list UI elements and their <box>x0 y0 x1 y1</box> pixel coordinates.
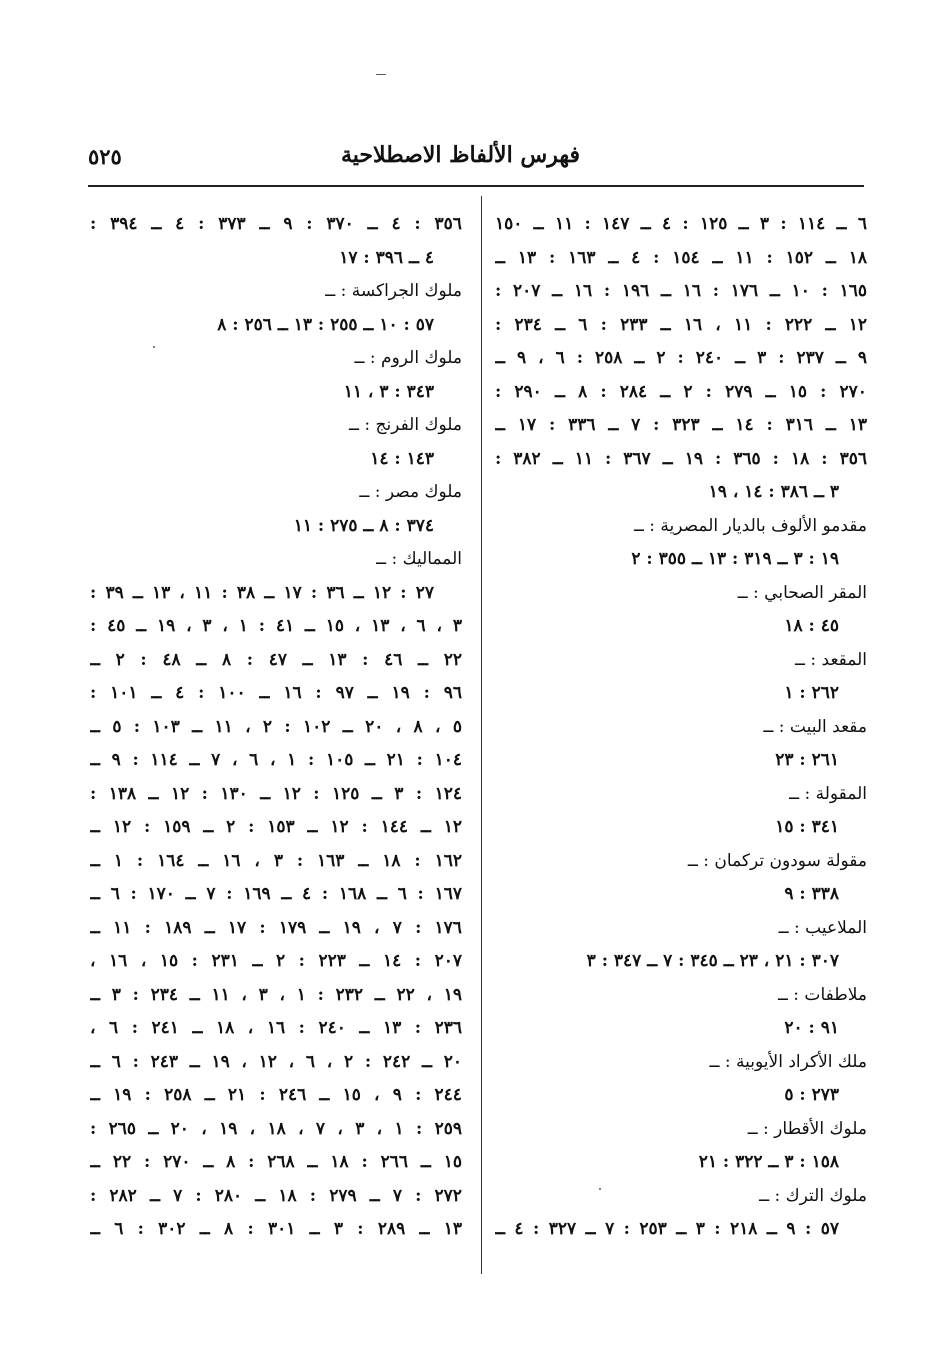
index-term: ملوك الجراكسة : ــ <box>325 281 462 301</box>
page-references: ١٦٥ : ١٠ ــ ١٧٦ : ١٦ ــ ١٩٦ : ١٦ ــ ٢٠٧ : <box>495 281 867 301</box>
page-references: ١٩ : ٣ ــ ٣١٩ : ١٣ ــ ٣٥٥ : ٢ <box>631 549 839 569</box>
print-speck <box>599 1188 601 1190</box>
page-references: ٣ ــ ٣٨٦ : ١٤ ، ١٩ <box>708 482 839 502</box>
page-references: ١٢٤ : ٣ ــ ١٢٥ : ١٢ ــ ١٣٠ : ١٢ ــ ١٣٨ : <box>90 783 462 804</box>
index-term: مقعد البيت : ــ <box>763 716 867 737</box>
page-references: ٦ ــ ١١٤ : ٣ ــ ١٢٥ : ٤ ــ ١٤٧ : ١١ ــ ١٥٠ <box>495 214 867 234</box>
print-speck <box>376 74 386 75</box>
page-references: ٢٣٦ : ١٣ ــ ٢٤٠ : ١٦ ، ١٨ ــ ٢٤١ : ٦ ، <box>90 1018 462 1038</box>
page-references: ١٤٣ : ١٤ <box>370 448 434 469</box>
page-references: ٢٠ ــ ٢٤٢ : ٢ ، ٦ ، ١٢ ، ١٩ ــ ٢٤٣ : ٦ ــ <box>90 1051 462 1072</box>
page-references: ٥٧ : ١٠ ــ ٢٥٥ : ١٣ ــ ٢٥٦ : ٨ <box>217 314 434 335</box>
page-title: فهرس الألفاظ الاصطلاحية <box>340 142 580 168</box>
index-term: ملاطفات : ــ <box>777 984 867 1005</box>
page-references: ٤ ــ ٣٩٦ : ١٧ <box>339 247 434 268</box>
page-number: ٥٢٥ <box>88 144 122 169</box>
page-references: ١٢ ــ ٢٢٢ : ١١ ، ١٦ ــ ٢٣٣ : ٦ ــ ٢٣٤ : <box>495 314 867 335</box>
index-term: ملوك الأقطار : ــ <box>747 1118 867 1139</box>
page-references: ٢٧٣ : ٥ <box>784 1085 839 1105</box>
header-rule <box>88 185 864 187</box>
page-references: ١٨ ــ ١٥٢ : ١١ ــ ١٥٤ : ٤ ــ ١٦٣ : ١٣ ــ <box>495 247 867 268</box>
page-references: ١٧٦ : ٧ ، ١٩ ــ ١٧٩ : ١٧ ــ ١٨٩ : ١١ ــ <box>90 917 462 938</box>
page-references: ٢٤٤ : ٩ ، ١٥ ــ ٢٤٦ : ٢١ ــ ٢٥٨ : ١٩ ــ <box>90 1085 462 1105</box>
index-term: المقولة : ــ <box>789 783 867 804</box>
page-references: ٢٧٠ : ١٥ ــ ٢٧٩ : ٢ ــ ٢٨٤ : ٨ ــ ٢٩٠ : <box>495 381 867 402</box>
page-references: ١٥ ــ ٢٦٦ : ١٨ ــ ٢٦٨ : ٨ ــ ٢٧٠ : ٢٢ ــ <box>90 1152 462 1172</box>
page-references: ٣٤٣ : ٣ ، ١١ <box>343 381 434 402</box>
page-references: ٣٣٨ : ٩ <box>784 884 839 904</box>
index-term: ملوك الفرنج : ــ <box>348 415 462 435</box>
index-term: الملاعيب : ــ <box>778 917 867 938</box>
page-references: ٥ ، ٨ ، ٢٠ ــ ١٠٢ : ٢ ، ١١ ــ ١٠٣ : ٥ ــ <box>90 716 462 737</box>
page-references: ٢٧ : ١٢ ــ ٣٦ : ١٧ ــ ٣٨ : ١١ ، ١٣ ــ ٣٩ : <box>90 582 434 603</box>
page-references: ١٩ ، ٢٢ ــ ٢٣٢ : ١ ، ٣ ، ١١ ــ ٢٣٤ : ٣ ــ <box>90 984 462 1005</box>
page-references: ١٣ ــ ٣١٦ : ١٤ ــ ٣٢٣ : ٧ ــ ٣٣٦ : ١٧ ــ <box>495 415 867 435</box>
index-term: ملك الأكراد الأيوبية : ــ <box>709 1051 867 1072</box>
index-term: ملوك الترك : ــ <box>759 1185 867 1206</box>
page-references: ٣ ، ٦ ، ١٣ ، ١٥ ــ ٤١ : ١ ، ٣ ، ١٩ ــ ٤٥ : <box>90 616 462 636</box>
page-references: ١٦٧ : ٦ ــ ١٦٨ : ٤ ــ ١٦٩ : ٧ ــ ١٧٠ : ٦ ــ <box>90 884 462 904</box>
page-references: ٢٥٩ : ١ ، ٣ ، ٧ ، ١٨ ، ١٩ ، ٢٠ ــ ٢٦٥ : <box>90 1118 462 1139</box>
page-references: ٣٥٦ : ١٨ : ٣٦٥ : ١٩ ــ ٣٦٧ : ١١ ــ ٣٨٢ : <box>495 448 867 469</box>
page-references: ٩١ : ٢٠ <box>784 1018 839 1038</box>
page-references: ٢٠٧ : ١٤ ــ ٢٢٣ : ٢ ــ ٢٣١ : ١٥ ، ١٦ ، <box>90 951 462 971</box>
page-references: ٤٥ : ١٨ <box>784 616 839 636</box>
index-term: ملوك الروم : ــ <box>354 348 462 368</box>
running-header <box>88 138 864 178</box>
column-divider <box>481 196 482 1274</box>
page-references: ١٥٨ : ٣ ــ ٣٢٢ : ٢١ <box>698 1152 839 1172</box>
page-references: ٢٢ ــ ٤٦ : ١٣ ــ ٤٧ : ٨ ــ ٤٨ : ٢ ــ <box>90 649 462 670</box>
page-references: ٣٤١ : ١٥ <box>775 817 839 837</box>
index-term: ملوك مصر : ــ <box>359 482 462 502</box>
page-references: ١٠٤ : ٢١ ــ ١٠٥ : ١ ، ٦ ، ٧ ــ ١١٤ : ٩ ــ <box>90 750 462 770</box>
page-references: ٢٦٢ : ١ <box>784 683 839 703</box>
page-references: ٣٠٧ : ٢١ ، ٢٣ ــ ٣٤٥ : ٧ ــ ٣٤٧ : ٣ <box>586 951 839 971</box>
print-speck <box>153 346 155 348</box>
page-references: ٩ ــ ٢٣٧ : ٣ ــ ٢٤٠ : ٢ ــ ٢٥٨ : ٦ ، ٩ ــ <box>495 348 867 368</box>
page-references: ٢٦١ : ٢٣ <box>775 750 839 770</box>
page-references: ١٢ ــ ١٤٤ : ١٢ ــ ١٥٣ : ٢ ــ ١٥٩ : ١٢ ــ <box>90 817 462 837</box>
right-column <box>495 208 867 1247</box>
index-term: المماليك : ــ <box>376 549 462 569</box>
page-references: ١٣ ــ ٢٨٩ : ٣ ــ ٣٠١ : ٨ ــ ٣٠٢ : ٦ ــ <box>90 1219 462 1239</box>
page-references: ١٦٢ : ١٨ ــ ١٦٣ : ٣ ، ١٦ ــ ١٦٤ : ١ ــ <box>90 850 462 871</box>
page-references: ٢٧٢ : ٧ ــ ٢٧٩ : ١٨ ــ ٢٨٠ : ٧ ــ ٢٨٢ : <box>90 1185 462 1206</box>
index-term: المقر الصحابي : ــ <box>737 582 867 603</box>
left-column <box>90 208 462 1247</box>
page-references: ٥٧ : ٩ ــ ٢١٨ : ٣ ــ ٢٥٣ : ٧ ــ ٣٢٧ : ٤ ــ <box>495 1219 839 1239</box>
index-term: المقعد : ــ <box>795 649 867 670</box>
index-term: مقدمو الألوف بالديار المصرية : ــ <box>633 515 867 536</box>
index-term: مقولة سودون تركمان : ــ <box>687 850 867 871</box>
page-references: ٣٥٦ : ٤ ــ ٣٧٠ : ٩ ــ ٣٧٣ : ٤ ــ ٣٩٤ : <box>90 214 462 234</box>
page-references: ٣٧٤ : ٨ ــ ٢٧٥ : ١١ <box>293 515 434 536</box>
page-references: ٩٦ : ١٩ ــ ٩٧ : ١٦ ــ ١٠٠ : ٤ ــ ١٠١ : <box>90 683 462 703</box>
